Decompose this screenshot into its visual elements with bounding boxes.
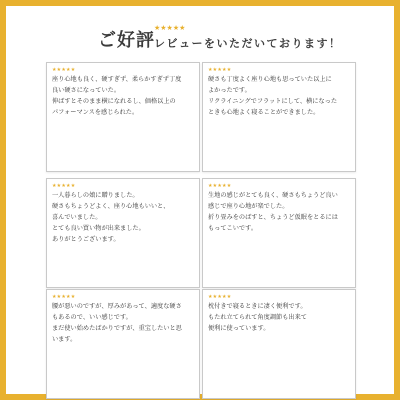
review-text <box>208 301 352 334</box>
page-header <box>6 24 400 60</box>
review-line: もってこいです。 <box>208 225 258 232</box>
review-card <box>202 289 356 399</box>
review-card <box>46 62 200 172</box>
review-line: もあるので、いい感じです。 <box>52 314 132 321</box>
rating-stars-icon: ★★★★★ <box>208 67 232 73</box>
review-line: ありがとうございます。 <box>52 236 120 243</box>
review-text <box>208 74 352 118</box>
review-line: 座り心地も良く、硬すぎず、柔らかすぎず丁度 <box>52 76 182 83</box>
review-line: 折り畳みをのばすと、ちょうど仮眠をとるには <box>208 214 338 221</box>
review-text <box>52 74 196 118</box>
rating-stars-icon: ★★★★★ <box>154 24 186 32</box>
review-line: 感じで座り心地が楽でした。 <box>208 203 289 210</box>
rating-stars-icon: ★★★★★ <box>52 294 76 300</box>
review-line: 腰が悪いのですが、厚みがあって、適度な硬さ <box>52 303 182 310</box>
review-card <box>46 289 200 399</box>
review-text <box>208 190 352 234</box>
review-line: とても良い買い物が出来ました。 <box>52 225 145 232</box>
review-line: ときも心地よく寝ることができました。 <box>208 109 320 116</box>
review-card <box>202 178 356 288</box>
review-line: 硬さも丁度よく座り心地も思っていた以上に <box>208 76 332 83</box>
page-title: ご好評 <box>98 30 155 51</box>
rating-stars-icon: ★★★★★ <box>52 183 76 189</box>
review-line: 伸ばすとそのまま横になれるし、価格以上の <box>52 98 176 105</box>
rating-stars-icon: ★★★★★ <box>208 294 232 300</box>
review-line: います。 <box>52 336 77 343</box>
review-line: 良い硬さになっていた。 <box>52 87 121 94</box>
rating-stars-icon: ★★★★★ <box>52 67 76 73</box>
review-line: まだ使い始めたばかりですが、重宝したいと思 <box>52 325 182 332</box>
review-text <box>52 301 196 345</box>
review-line: 一人暮らしの娘に贈りました。 <box>52 192 139 199</box>
review-line: 枕付きで寝るときに凄く便利です。 <box>208 303 307 310</box>
review-line: 喜んでいました。 <box>52 214 102 221</box>
review-line: リクライニングでフラットにして、横になった <box>208 98 338 105</box>
review-line: 便利に使っています。 <box>208 325 270 332</box>
review-line: 硬さもちょうどよく、座り心地もいいと、 <box>52 203 170 210</box>
review-line: もたれ立てられて角度調節も出来て <box>208 314 307 321</box>
review-line: よかったです。 <box>208 87 251 94</box>
rating-stars-icon: ★★★★★ <box>208 183 232 189</box>
review-card <box>46 178 200 288</box>
review-line: パフォーマンスを感じられた。 <box>52 109 139 116</box>
review-text <box>52 190 196 245</box>
review-line: 生地の感じがとても良く、硬さもちょうど良い <box>208 192 338 199</box>
review-card <box>202 62 356 172</box>
page-subtitle: レビューをいただいております！ <box>154 37 342 50</box>
